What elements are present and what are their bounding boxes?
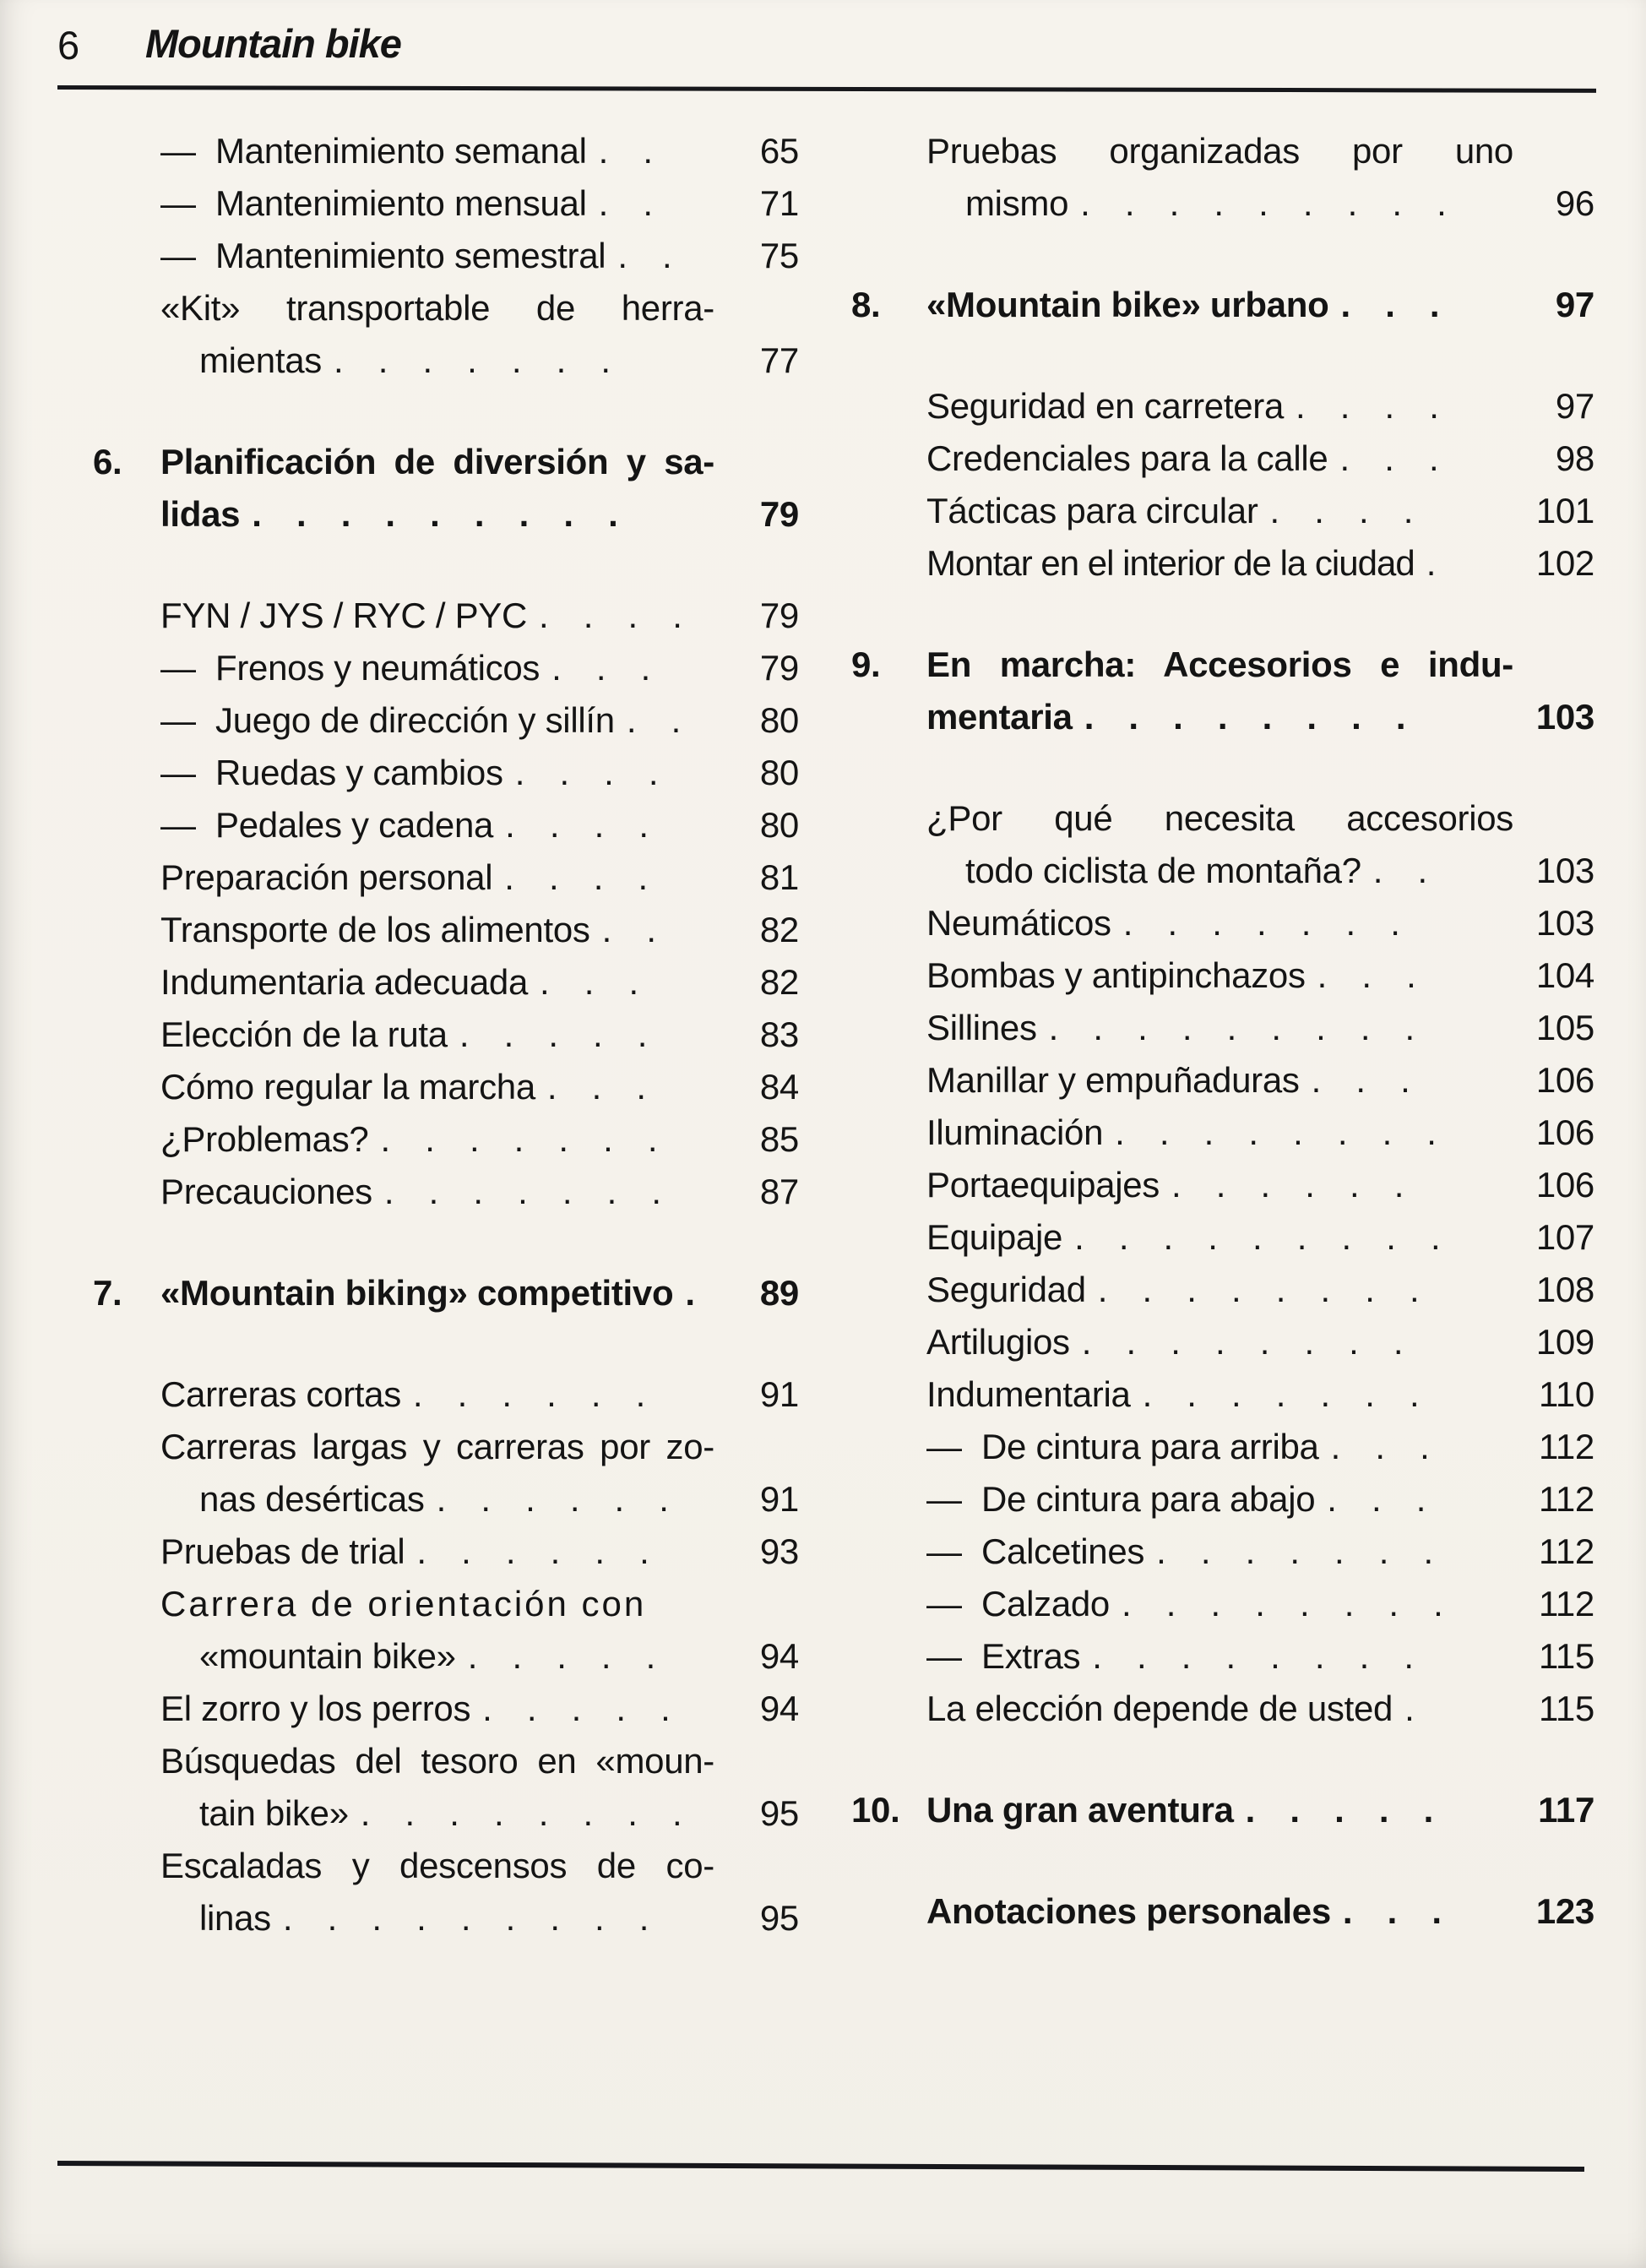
- toc-row-page: 81: [759, 857, 799, 897]
- toc-row-page: 112: [1538, 1531, 1594, 1571]
- toc-row-page: 115: [1538, 1636, 1594, 1676]
- toc-row-label: [926, 1107, 1513, 1159]
- toc-row-page: 80: [759, 805, 799, 845]
- toc-row-text: Seguridad: [926, 1270, 1086, 1309]
- leader-dots: . . .: [1327, 1479, 1426, 1519]
- toc-row: [93, 177, 799, 230]
- toc-row-text: Anotaciones personales: [926, 1891, 1331, 1931]
- toc-row: [93, 1421, 799, 1526]
- leader-dots: . .: [598, 131, 653, 171]
- toc-group: [851, 279, 1594, 331]
- toc-row-page: 102: [1535, 543, 1594, 583]
- toc-row: [851, 1264, 1594, 1316]
- leader-dots: . . . . .: [482, 1689, 671, 1728]
- toc-row-text: Calzado: [981, 1584, 1110, 1623]
- toc-row-text: Mantenimiento semanal: [215, 131, 587, 171]
- toc-row-page: 98: [1555, 438, 1594, 478]
- leader-dots: . . . . . . . . .: [282, 1898, 649, 1938]
- toc-row-page: 103: [1535, 903, 1594, 943]
- toc-row-page: 71: [759, 183, 799, 223]
- toc-row-page: 91: [759, 1374, 799, 1414]
- toc-row: [851, 380, 1594, 432]
- leader-dots: .: [1426, 543, 1437, 583]
- toc-row-page: 95: [759, 1793, 799, 1833]
- toc-row: [851, 1578, 1594, 1630]
- dash-bullet: —: [160, 753, 196, 792]
- toc-row-page: 75: [759, 236, 799, 275]
- toc-row-page: 105: [1535, 1008, 1594, 1047]
- header-rule: [57, 85, 1596, 93]
- toc-row: [93, 1735, 799, 1840]
- toc-row-page: 95: [759, 1898, 799, 1938]
- toc-row-label: [160, 956, 714, 1009]
- toc-row: [93, 799, 799, 851]
- toc-row-text: Iluminación: [926, 1112, 1104, 1152]
- toc-row-label: [160, 799, 714, 851]
- toc-row-label: [160, 590, 714, 642]
- toc-row-page: 94: [759, 1636, 799, 1676]
- dash-bullet: —: [160, 805, 196, 845]
- toc-row: [93, 1840, 799, 1944]
- toc-row-text: Sillines: [926, 1008, 1037, 1047]
- toc-row-page: 107: [1535, 1217, 1594, 1257]
- toc-row-label: [160, 282, 714, 387]
- toc-row-label: [160, 1368, 714, 1421]
- toc-left-column: [93, 125, 799, 1944]
- leader-dots: . . .: [1317, 955, 1416, 995]
- toc-row-text: Cómo regular la marcha: [160, 1067, 535, 1107]
- leader-dots: . . . . .: [1245, 1790, 1433, 1830]
- toc-group: [851, 1885, 1594, 1938]
- toc-row: [93, 642, 799, 694]
- section-number: 10.: [851, 1790, 900, 1830]
- toc-row-label: [926, 1885, 1513, 1938]
- dash-bullet: —: [926, 1427, 962, 1466]
- toc-group: [851, 792, 1594, 1735]
- toc-row: [851, 1159, 1594, 1211]
- leader-dots: . .: [626, 700, 681, 740]
- toc-row-text: Neumáticos: [926, 903, 1111, 943]
- toc-row-label: [926, 1578, 1513, 1630]
- toc-row-text: Transporte de los alimentos: [160, 910, 590, 949]
- leader-dots: . . . . . .: [412, 1374, 645, 1414]
- toc-row: [851, 1630, 1594, 1683]
- toc-row-label: [926, 1421, 1513, 1473]
- toc-row-page: 97: [1555, 386, 1594, 426]
- leader-dots: . . .: [1311, 1060, 1410, 1100]
- toc-row-label: [160, 436, 714, 541]
- leader-dots: . . . . . . . .: [360, 1793, 682, 1833]
- toc-row-page: 106: [1535, 1060, 1594, 1100]
- toc-row-label: [160, 1735, 714, 1840]
- leader-dots: . . . . . . . . .: [252, 494, 618, 534]
- toc-row: [93, 747, 799, 799]
- dash-bullet: —: [160, 236, 196, 275]
- toc-row: [93, 230, 799, 282]
- toc-row-text: FYN / JYS / RYC / PYC: [160, 596, 528, 635]
- toc-row-page: 96: [1555, 183, 1594, 223]
- toc-row-text: Portaequipajes: [926, 1165, 1160, 1205]
- footer-rule: [57, 2161, 1584, 2172]
- toc-row-label: [926, 380, 1513, 432]
- toc-row: [851, 1784, 1594, 1836]
- toc-row: [93, 1267, 799, 1319]
- leader-dots: . . . .: [1296, 386, 1439, 426]
- toc-row-page: 65: [759, 131, 799, 171]
- toc-row-page: 77: [759, 340, 799, 380]
- toc-row-line1: Búsquedas del tesoro en «moun-: [160, 1741, 714, 1781]
- section-number: 8.: [851, 285, 881, 324]
- toc-row: [851, 1316, 1594, 1368]
- toc-row-text: Indumentaria: [926, 1374, 1131, 1414]
- toc-row-line2: mismo . . . . . . . . .: [965, 183, 1447, 223]
- toc-row: [93, 1578, 799, 1683]
- toc-row: [93, 1113, 799, 1166]
- toc-row-line2: linas . . . . . . . . .: [199, 1898, 649, 1938]
- toc-row-label: [926, 1316, 1513, 1368]
- leader-dots: . . . . . . .: [1122, 903, 1400, 943]
- toc-row-line2: todo ciclista de montaña? . .: [965, 851, 1427, 890]
- dash-bullet: —: [160, 700, 196, 740]
- toc-row: [851, 485, 1594, 537]
- toc-row-line2: «mountain bike» . . . . .: [199, 1636, 656, 1676]
- toc-row-line2: tain bike» . . . . . . . .: [199, 1793, 682, 1833]
- toc-row-label: [926, 1683, 1513, 1735]
- toc-row: [851, 1002, 1594, 1054]
- toc-row-text: Artilugios: [926, 1322, 1070, 1362]
- toc-row-page: 94: [759, 1689, 799, 1728]
- toc-row: [851, 1211, 1594, 1264]
- leader-dots: . . . . . . . .: [1097, 1270, 1420, 1309]
- toc-row: [851, 1107, 1594, 1159]
- toc-right-column: [851, 125, 1594, 1938]
- toc-row-line1: Carreras largas y carreras por zo-: [160, 1427, 714, 1466]
- toc-row-text: Precauciones: [160, 1172, 372, 1211]
- page-number: 6: [57, 23, 80, 68]
- toc-row-page: 84: [759, 1067, 799, 1107]
- toc-row-text: Pedales y cadena: [215, 805, 494, 845]
- section-number: 9.: [851, 645, 881, 684]
- leader-dots: . . . .: [504, 857, 648, 897]
- toc-row: [93, 1368, 799, 1421]
- toc-row-text: Extras: [981, 1636, 1081, 1676]
- toc-row-page: 104: [1535, 955, 1594, 995]
- toc-row-label: [160, 694, 714, 747]
- toc-row-label: [160, 177, 714, 230]
- leader-dots: . .: [1372, 851, 1427, 890]
- dash-bullet: —: [160, 648, 196, 688]
- toc-row-page: 106: [1535, 1165, 1594, 1205]
- toc-row-label: [160, 642, 714, 694]
- leader-dots: . . . . . . .: [1142, 1374, 1420, 1414]
- toc-row-text: Indumentaria adecuada: [160, 962, 529, 1002]
- toc-row-page: 108: [1535, 1270, 1594, 1309]
- toc-row-label: [926, 1159, 1513, 1211]
- leader-dots: . . . . . .: [436, 1479, 669, 1519]
- toc-row-text: Ruedas y cambios: [215, 753, 503, 792]
- toc-row-text: Carreras cortas: [160, 1374, 401, 1414]
- toc-row: [93, 1009, 799, 1061]
- toc-row: [851, 125, 1594, 230]
- toc-row-text: Una gran aventura: [926, 1790, 1234, 1830]
- toc-row: [851, 537, 1594, 590]
- toc-row-page: 101: [1535, 491, 1594, 530]
- toc-row-page: 112: [1538, 1584, 1594, 1623]
- leader-dots: . . . .: [1269, 491, 1414, 530]
- toc-row-text: Equipaje: [926, 1217, 1063, 1257]
- toc-row-line1: ¿Por qué necesita accesorios: [926, 798, 1513, 838]
- toc-group: [93, 590, 799, 1218]
- toc-row-line1: Pruebas organizadas por uno: [926, 131, 1513, 171]
- toc-row: [93, 851, 799, 904]
- toc-row-page: 103: [1535, 697, 1594, 737]
- toc-row-label: [926, 897, 1513, 949]
- toc-row-label: [926, 1473, 1513, 1526]
- toc-row-text: ¿Problemas?: [160, 1119, 369, 1159]
- toc-row-text: Pruebas de trial: [160, 1531, 405, 1571]
- toc-group: [93, 1267, 799, 1319]
- leader-dots: . .: [617, 236, 672, 275]
- leader-dots: .: [685, 1273, 695, 1313]
- toc-row: [851, 949, 1594, 1002]
- toc-row: [851, 792, 1594, 897]
- toc-group: [93, 1368, 799, 1944]
- toc-row-page: 80: [759, 700, 799, 740]
- toc-row-page: 87: [759, 1172, 799, 1211]
- toc-row-page: 93: [759, 1531, 799, 1571]
- leader-dots: . . . . .: [459, 1014, 648, 1054]
- toc-row-text: De cintura para arriba: [981, 1427, 1319, 1466]
- toc-row-page: 110: [1538, 1374, 1594, 1414]
- toc-row-text: Preparación personal: [160, 857, 493, 897]
- toc-row-page: 82: [759, 962, 799, 1002]
- dash-bullet: —: [926, 1584, 962, 1623]
- toc-row-label: [160, 1578, 714, 1683]
- toc-row-text: El zorro y los perros: [160, 1689, 471, 1728]
- leader-dots: .: [1404, 1689, 1415, 1728]
- toc-row-page: 112: [1538, 1479, 1594, 1519]
- leader-dots: . . .: [1339, 438, 1439, 478]
- toc-row-page: 106: [1535, 1112, 1594, 1152]
- toc-row: [93, 1166, 799, 1218]
- leader-dots: . . . . . . . .: [1115, 1112, 1437, 1152]
- toc-row-label: [926, 485, 1513, 537]
- toc-row: [93, 956, 799, 1009]
- toc-row-label: [926, 1526, 1513, 1578]
- toc-row: [93, 125, 799, 177]
- leader-dots: . . .: [540, 962, 638, 1002]
- leader-dots: . . . . . . . . .: [1080, 183, 1447, 223]
- toc-row-label: [160, 125, 714, 177]
- toc-row-page: 117: [1538, 1790, 1594, 1830]
- toc-row: [93, 1683, 799, 1735]
- toc-row-page: 97: [1555, 285, 1594, 324]
- toc-row-text: Calcetines: [981, 1531, 1145, 1571]
- toc-row-label: [926, 1002, 1513, 1054]
- toc-row-label: [926, 1211, 1513, 1264]
- toc-row-line1: En marcha: Accesorios e indu-: [926, 645, 1513, 684]
- leader-dots: . . . . . . . . .: [1074, 1217, 1441, 1257]
- toc-row-label: [160, 1267, 714, 1319]
- toc-row-line1: «Kit» transportable de herra-: [160, 288, 714, 328]
- leader-dots: . . . . . . . . .: [1048, 1008, 1415, 1047]
- toc-group: [851, 639, 1594, 743]
- toc-row-label: [160, 1526, 714, 1578]
- toc-row-label: [926, 1784, 1513, 1836]
- leader-dots: . . . . . . .: [333, 340, 611, 380]
- toc-row-page: 123: [1535, 1891, 1594, 1931]
- toc-row-label: [160, 1683, 714, 1735]
- leader-dots: . . . . . . .: [1156, 1531, 1433, 1571]
- toc-row-label: [926, 1054, 1513, 1107]
- toc-row: [93, 282, 799, 387]
- toc-row-label: [926, 639, 1513, 743]
- leader-dots: . . .: [551, 648, 650, 688]
- leader-dots: . .: [601, 910, 656, 949]
- leader-dots: . . . . . . . .: [1122, 1584, 1443, 1623]
- toc-row-text: Elección de la ruta: [160, 1014, 448, 1054]
- leader-dots: . . .: [1330, 1427, 1430, 1466]
- toc-row-text: De cintura para abajo: [981, 1479, 1316, 1519]
- toc-row-label: [926, 125, 1513, 230]
- toc-row-label: [926, 949, 1513, 1002]
- toc-row-label: [926, 537, 1513, 590]
- toc-row-line1: Escaladas y descensos de co-: [160, 1846, 714, 1885]
- toc-row: [93, 436, 799, 541]
- toc-row: [851, 639, 1594, 743]
- leader-dots: . . . .: [514, 753, 659, 792]
- toc-row-page: 85: [759, 1119, 799, 1159]
- leader-dots: . . . . . .: [1171, 1165, 1404, 1205]
- toc-row: [93, 1526, 799, 1578]
- leader-dots: . . . . . . . .: [1081, 1322, 1404, 1362]
- toc-row-line2: mientas . . . . . . .: [199, 340, 611, 380]
- toc-row-text: Tácticas para circular: [926, 491, 1258, 530]
- toc-row-page: 80: [759, 753, 799, 792]
- toc-row-text: «Mountain biking» competitivo: [160, 1273, 674, 1313]
- leader-dots: . . . . .: [467, 1636, 656, 1676]
- leader-dots: . .: [598, 183, 653, 223]
- toc-row-page: 79: [759, 596, 799, 635]
- toc-row-text: «Mountain bike» urbano: [926, 285, 1329, 324]
- toc-row-label: [160, 851, 714, 904]
- toc-row-text: Mantenimiento mensual: [215, 183, 587, 223]
- toc-row-text: La elección depende de usted: [926, 1689, 1393, 1728]
- toc-row-label: [160, 904, 714, 956]
- toc-group: [851, 1784, 1594, 1836]
- toc-row-label: [926, 1630, 1513, 1683]
- toc-row-page: 112: [1538, 1427, 1594, 1466]
- toc-row-text: Bombas y antipinchazos: [926, 955, 1306, 995]
- toc-row-label: [160, 1061, 714, 1113]
- leader-dots: . . . . . .: [416, 1531, 649, 1571]
- leader-dots: . . . . . . . .: [1092, 1636, 1414, 1676]
- toc-row-label: [926, 279, 1513, 331]
- toc-row: [851, 1526, 1594, 1578]
- toc-row-label: [160, 1166, 714, 1218]
- toc-row-line1: Carrera de orientación con: [160, 1584, 647, 1623]
- toc-row: [851, 1054, 1594, 1107]
- toc-group: [93, 125, 799, 387]
- toc-row-text: Mantenimiento semestral: [215, 236, 606, 275]
- toc-row-page: 89: [759, 1273, 799, 1313]
- toc-row: [93, 1061, 799, 1113]
- toc-row-line2: lidas . . . . . . . . .: [160, 494, 618, 534]
- toc-row: [851, 1421, 1594, 1473]
- leader-dots: . . .: [546, 1067, 646, 1107]
- toc-row-text: Juego de dirección y sillín: [215, 700, 615, 740]
- toc-row-label: [926, 792, 1513, 897]
- toc-group: [851, 125, 1594, 230]
- leader-dots: . . . . . . .: [383, 1172, 661, 1211]
- toc-row-page: 109: [1535, 1322, 1594, 1362]
- dash-bullet: —: [926, 1636, 962, 1676]
- toc-row-label: [160, 1421, 714, 1526]
- book-title: Mountain bike: [145, 21, 401, 66]
- toc-row-page: 91: [759, 1479, 799, 1519]
- toc-row-page: 79: [759, 648, 799, 688]
- toc-row-label: [160, 230, 714, 282]
- toc-row: [851, 279, 1594, 331]
- toc-row-line1: Planificación de diversión y sa-: [160, 442, 714, 481]
- toc-row-label: [160, 1009, 714, 1061]
- toc-row-label: [926, 1368, 1513, 1421]
- toc-row: [851, 1885, 1594, 1938]
- dash-bullet: —: [926, 1531, 962, 1571]
- leader-dots: . . .: [1340, 285, 1440, 324]
- toc-row-page: 115: [1538, 1689, 1594, 1728]
- leader-dots: . . . . . . . .: [1084, 697, 1406, 737]
- toc-row-label: [926, 432, 1513, 485]
- leader-dots: . . . .: [505, 805, 649, 845]
- dash-bullet: —: [160, 131, 196, 171]
- toc-group: [851, 380, 1594, 590]
- toc-row-page: 103: [1535, 851, 1594, 890]
- toc-row: [851, 897, 1594, 949]
- dash-bullet: —: [160, 183, 196, 223]
- toc-row: [93, 694, 799, 747]
- toc-row-text: Seguridad en carretera: [926, 386, 1284, 426]
- toc-row-line2: mentaria . . . . . . . .: [926, 697, 1406, 737]
- toc-row: [93, 590, 799, 642]
- toc-row-page: 82: [759, 910, 799, 949]
- toc-row: [851, 1368, 1594, 1421]
- toc-group: [93, 436, 799, 541]
- toc-row: [851, 432, 1594, 485]
- toc-row-page: 83: [759, 1014, 799, 1054]
- toc-row-label: [160, 747, 714, 799]
- toc-row-label: [926, 1264, 1513, 1316]
- section-number: 6.: [93, 442, 122, 481]
- toc-row-text: Frenos y neumáticos: [215, 648, 541, 688]
- dash-bullet: —: [926, 1479, 962, 1519]
- section-number: 7.: [93, 1273, 122, 1313]
- toc-row-text: Credenciales para la calle: [926, 438, 1328, 478]
- toc-row-label: [160, 1113, 714, 1166]
- toc-row: [93, 904, 799, 956]
- toc-row-label: [160, 1840, 714, 1944]
- leader-dots: . . .: [1342, 1891, 1442, 1931]
- toc-row-text: Montar en el interior de la ciudad: [926, 543, 1415, 583]
- leader-dots: . . . . . . .: [380, 1119, 658, 1159]
- toc-row-line2: nas desérticas . . . . . .: [199, 1479, 669, 1519]
- toc-row: [851, 1683, 1594, 1735]
- toc-row-text: Manillar y empuñaduras: [926, 1060, 1300, 1100]
- toc-row: [851, 1473, 1594, 1526]
- toc-row-page: 79: [759, 494, 799, 534]
- leader-dots: . . . .: [539, 596, 682, 635]
